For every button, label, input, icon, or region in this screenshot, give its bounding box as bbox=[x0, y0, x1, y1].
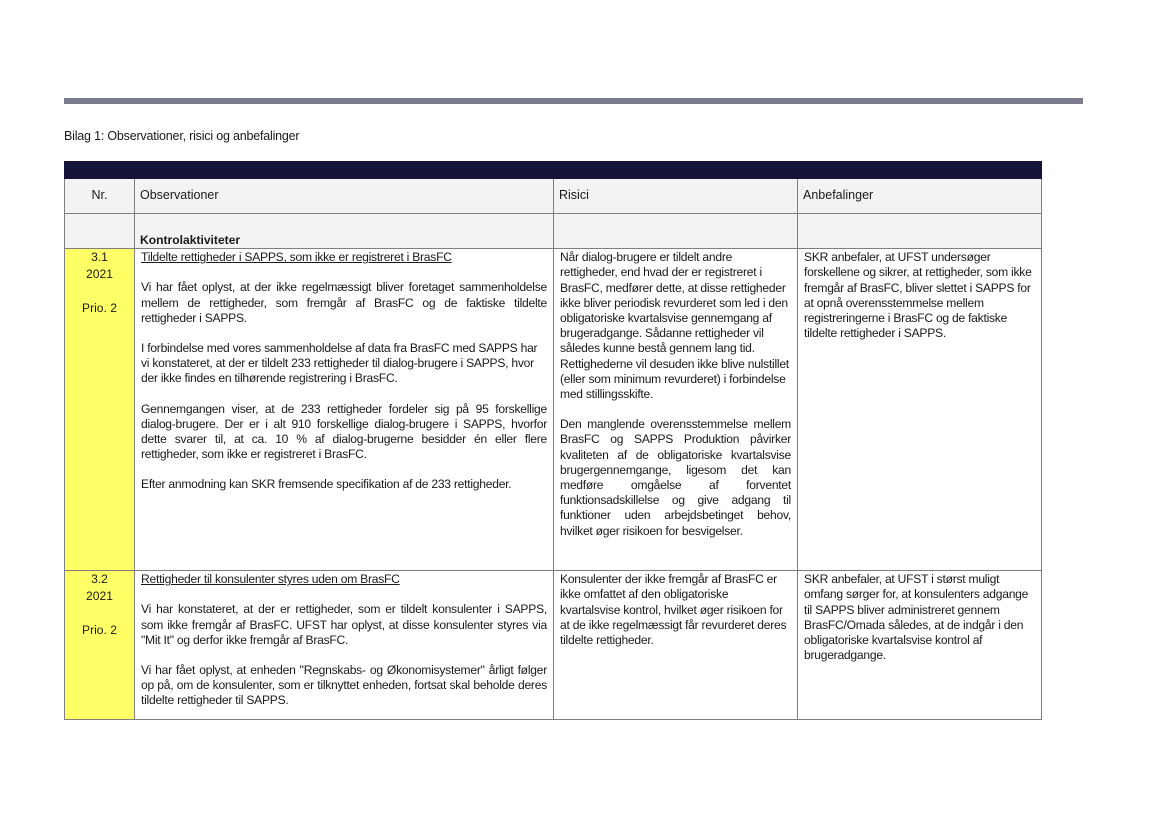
recommendation-text: SKR anbefaler, at UFST undersøger forskellene og sikrer, at rettigheder, som ikke fremgår af BrasFC, bliver slettet i SAPPS for at opnå overensstemmelse mellem registreringerne i BrasFC og de faktiske tildelte rettigheder i SAPPS. bbox=[804, 250, 1032, 341]
top-divider-bar bbox=[64, 98, 1083, 104]
recommendation-cell bbox=[798, 571, 1042, 720]
risk-paragraph: Konsulenter der ikke fremgår af BrasFC er ikke omfattet af den obligatoriske kvartalsvise kontrol, hvilket øger risikoen for at de ikke regelmæssigt får revurderet deres tildelte rettigheder. bbox=[560, 572, 787, 648]
recommendation-text: SKR anbefaler, at UFST i størst muligt omfang sørger for, at konsulenters adgange til SAPPS bliver administreret gennem BrasFC/Omada således, at de indgår i den obligatoriske kvartalsvise kontrol af brugeradgange. bbox=[804, 572, 1029, 663]
observation-paragraph: Vi har konstateret, at der er rettigheder, som er tildelt konsulenter i SAPPS, som ikke fremgår af BrasFC. UFST har oplyst, at disse konsulenter styres via "Mit It" og derfor ikke fremgår af BrasFC. bbox=[141, 602, 547, 647]
observation-cell bbox=[135, 571, 554, 720]
appendix-caption: Bilag 1: Observationer, risici og anbefalinger bbox=[64, 129, 300, 143]
header-anbefalinger: Anbefalinger bbox=[798, 179, 1042, 214]
row-number: 3.1 bbox=[91, 250, 108, 265]
risk-cell bbox=[554, 571, 798, 720]
table-row bbox=[65, 571, 1042, 720]
observation-title: Rettigheder til konsulenter styres uden om BrasFC bbox=[141, 572, 400, 587]
header-risici: Risici bbox=[554, 179, 798, 214]
row-number-cell bbox=[65, 249, 135, 571]
row-year: 2021 bbox=[86, 267, 113, 282]
section-title: Kontrolaktiviteter bbox=[135, 214, 554, 249]
observation-paragraph: Efter anmodning kan SKR fremsende specifikation af de 233 rettigheder. bbox=[141, 477, 512, 492]
row-number: 3.2 bbox=[91, 572, 108, 587]
header-observationer: Observationer bbox=[135, 179, 554, 214]
row-priority: Prio. 2 bbox=[82, 301, 117, 316]
row-year: 2021 bbox=[86, 589, 113, 604]
table-top-band bbox=[65, 162, 1042, 179]
observation-paragraph: Vi har fået oplyst, at enheden "Regnskabs- og Økonomisystemer" årligt følger op på, om de konsulenter, som er tilknyttet enheden, fortsat skal beholde deres tildelte rettigheder til SAPPS. bbox=[141, 663, 547, 708]
recommendation-cell bbox=[798, 249, 1042, 571]
table-header-row bbox=[65, 179, 1042, 214]
header-nr: Nr. bbox=[65, 179, 135, 214]
risk-paragraph: Når dialog-brugere er tildelt andre rettigheder, end hvad der er registreret i BrasFC, medfører dette, at disse rettigheder ikke bliver periodisk revurderet som led i den obligatoriske kvartalsvise gennemgang af brugeradgange. Sådanne rettigheder vil således kunne bestå gennem lang tid. Rettighederne vil desuden ikke blive nulstillet (eller som minimum revurderet) i forbindelse med stillingsskifte. bbox=[560, 250, 789, 402]
risk-paragraph: Den manglende overensstemmelse mellem BrasFC og SAPPS Produktion påvirker kvaliteten af de obligatoriske kvartalsvise brugergennemgange, ligesom det kan medføre omgåelse af forventet funktionsadskillelse og give adgang til funktioner uden arbejdsbetinget behov, hvilket øger risikoen for besvigelser. bbox=[560, 417, 791, 538]
observation-paragraph: Gennemgangen viser, at de 233 rettigheder fordeler sig på 95 forskellige dialog-brugere. Der er i alt 910 forskellige dialog-brugere i SAPPS, hvorfor dette svarer til, at ca. 10 % af dialog-brugerne besidder én eller flere rettigheder, som ikke er registreret i BrasFC. bbox=[141, 401, 547, 462]
observation-paragraph: I forbindelse med vores sammenholdelse af data fra BrasFC med SAPPS har vi konstateret, at der er tildelt 233 rettigheder til dialog-brugere i SAPPS, hvor der ikke findes en tilhørende registrering i BrasFC. bbox=[141, 341, 538, 386]
row-number-cell bbox=[65, 571, 135, 720]
observations-table bbox=[64, 161, 1042, 720]
risk-cell bbox=[554, 249, 798, 571]
row-priority: Prio. 2 bbox=[82, 623, 117, 638]
table-row bbox=[65, 249, 1042, 571]
observation-cell bbox=[135, 249, 554, 571]
observation-paragraph: Vi har fået oplyst, at der ikke regelmæssigt bliver foretaget sammenholdelse mellem de rettigheder, som fremgår af BrasFC og de faktiske tildelte rettigheder i SAPPS. bbox=[141, 280, 547, 325]
section-row bbox=[65, 214, 1042, 249]
observation-title: Tildelte rettigheder i SAPPS, som ikke er registreret i BrasFC bbox=[141, 250, 452, 265]
